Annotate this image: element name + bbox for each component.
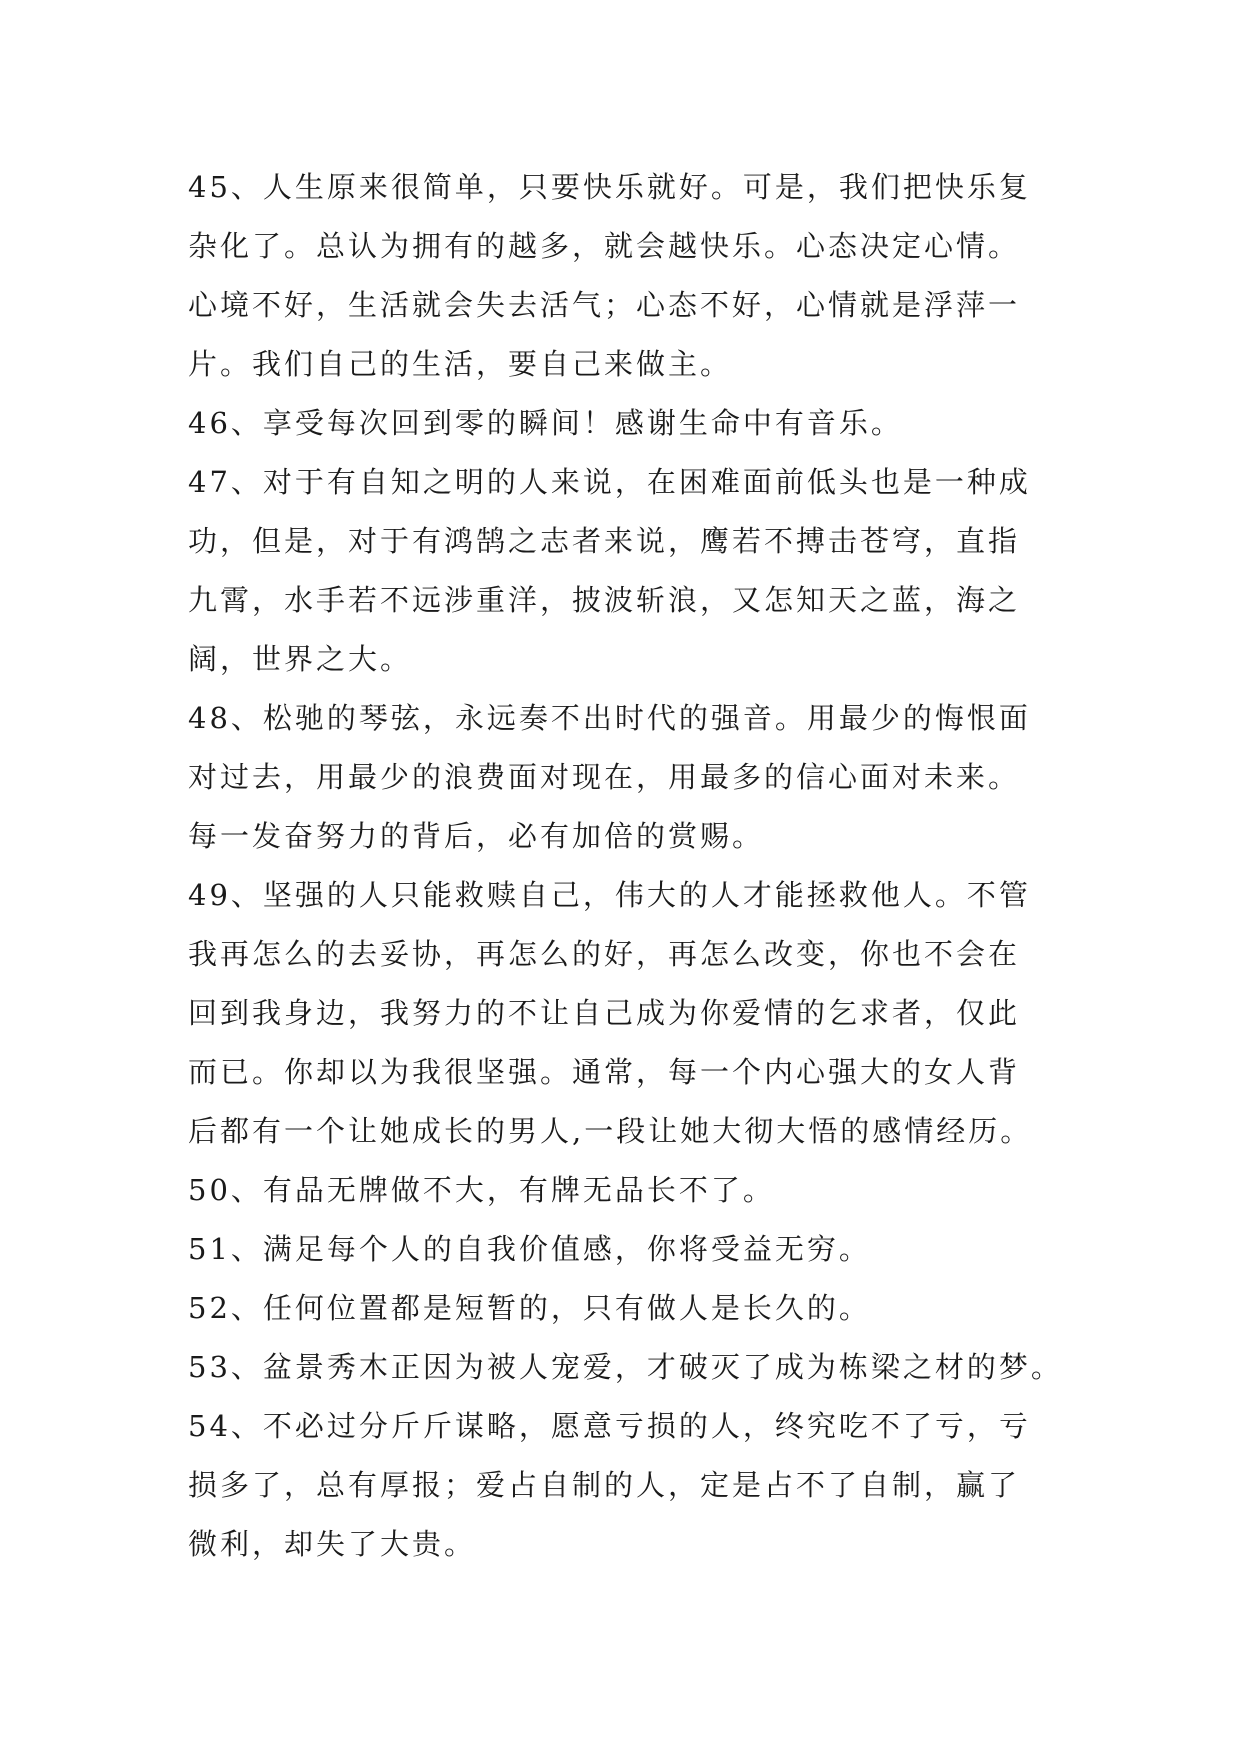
- paragraph-line: [188, 1456, 1068, 1515]
- paragraph-line: [188, 630, 1068, 689]
- paragraph-text: 九霄，水手若不远涉重洋，披波斩浪，又怎知天之蓝，海之: [188, 583, 1021, 617]
- paragraph-text: 功，但是，对于有鸿鹄之志者来说，鹰若不搏击苍穹，直指: [188, 524, 1021, 558]
- paragraph-text: 微利，却失了大贵。: [188, 1527, 477, 1561]
- paragraph-text: 后都有一个让她成长的男人,一段让她大彻大悟的感情经历。: [188, 1114, 1033, 1148]
- paragraph-text: 对过去，用最少的浪费面对现在，用最多的信心面对未来。: [188, 760, 1021, 794]
- paragraph-line: [188, 453, 1068, 512]
- paragraph-text: 杂化了。总认为拥有的越多，就会越快乐。心态决定心情。: [188, 229, 1021, 263]
- paragraph-number: 51、: [188, 1232, 263, 1266]
- paragraph-text: 阔，世界之大。: [188, 642, 413, 676]
- document-body: [188, 158, 1068, 1574]
- paragraph-text: 任何位置都是短暂的，只有做人是长久的。: [262, 1291, 871, 1325]
- paragraph-8: [188, 1279, 1068, 1338]
- paragraph-line: [188, 748, 1068, 807]
- paragraph-number: 46、: [188, 406, 263, 440]
- paragraph-number: 45、: [188, 170, 263, 204]
- paragraph-line: [188, 984, 1068, 1043]
- paragraph-1: [188, 158, 1068, 394]
- paragraph-line: [188, 1515, 1068, 1574]
- paragraph-line: [188, 217, 1068, 276]
- paragraph-text: 每一发奋努力的背后，必有加倍的赏赐。: [188, 819, 765, 853]
- paragraph-text: 我再怎么的去妥协，再怎么的好，再怎么改变，你也不会在: [188, 937, 1021, 971]
- paragraph-line: [188, 807, 1068, 866]
- paragraph-line: [188, 689, 1068, 748]
- paragraph-text: 回到我身边，我努力的不让自己成为你爱情的乞求者，仅此: [188, 996, 1021, 1030]
- paragraph-text: 松驰的琴弦，永远奏不出时代的强音。用最少的悔恨面: [262, 701, 1031, 735]
- paragraph-line: [188, 866, 1068, 925]
- paragraph-line: [188, 571, 1068, 630]
- paragraph-text: 片。我们自己的生活，要自己来做主。: [188, 347, 733, 381]
- paragraph-line: [188, 1220, 1068, 1279]
- paragraph-line: [188, 1397, 1068, 1456]
- paragraph-text: 盆景秀木正因为被人宠爱，才破灭了成为栋梁之材的梦。: [262, 1350, 1063, 1384]
- paragraph-6: [188, 1161, 1068, 1220]
- paragraph-line: [188, 1043, 1068, 1102]
- paragraph-number: 54、: [188, 1409, 263, 1443]
- paragraph-line: [188, 512, 1068, 571]
- paragraph-text: 对于有自知之明的人来说，在困难面前低头也是一种成: [262, 465, 1031, 499]
- paragraph-number: 48、: [188, 701, 263, 735]
- paragraph-text: 损多了，总有厚报；爱占自制的人，定是占不了自制，赢了: [188, 1468, 1021, 1502]
- paragraph-line: [188, 158, 1068, 217]
- paragraph-line: [188, 1161, 1068, 1220]
- paragraph-number: 53、: [188, 1350, 263, 1384]
- paragraph-line: [188, 925, 1068, 984]
- paragraph-number: 47、: [188, 465, 263, 499]
- paragraph-line: [188, 276, 1068, 335]
- paragraph-line: [188, 1279, 1068, 1338]
- paragraph-number: 50、: [188, 1173, 263, 1207]
- paragraph-text: 不必过分斤斤谋略，愿意亏损的人，终究吃不了亏，亏: [262, 1409, 1031, 1443]
- paragraph-text: 满足每个人的自我价值感，你将受益无穷。: [262, 1232, 871, 1266]
- paragraph-4: [188, 689, 1068, 866]
- paragraph-text: 而已。你却以为我很坚强。通常，每一个内心强大的女人背: [188, 1055, 1021, 1089]
- paragraph-text: 人生原来很简单，只要快乐就好。可是，我们把快乐复: [262, 170, 1031, 204]
- paragraph-text: 有品无牌做不大，有牌无品长不了。: [262, 1173, 775, 1207]
- paragraph-10: [188, 1397, 1068, 1574]
- paragraph-2: [188, 394, 1068, 453]
- paragraph-line: [188, 335, 1068, 394]
- paragraph-text: 心境不好，生活就会失去活气；心态不好，心情就是浮萍一: [188, 288, 1021, 322]
- paragraph-line: [188, 1338, 1068, 1397]
- paragraph-9: [188, 1338, 1068, 1397]
- paragraph-number: 49、: [188, 878, 263, 912]
- paragraph-line: [188, 1102, 1068, 1161]
- paragraph-number: 52、: [188, 1291, 263, 1325]
- paragraph-line: [188, 394, 1068, 453]
- paragraph-text: 坚强的人只能救赎自己，伟大的人才能拯救他人。不管: [262, 878, 1031, 912]
- paragraph-text: 享受每次回到零的瞬间！感谢生命中有音乐。: [262, 406, 903, 440]
- paragraph-3: [188, 453, 1068, 689]
- paragraph-7: [188, 1220, 1068, 1279]
- paragraph-5: [188, 866, 1068, 1161]
